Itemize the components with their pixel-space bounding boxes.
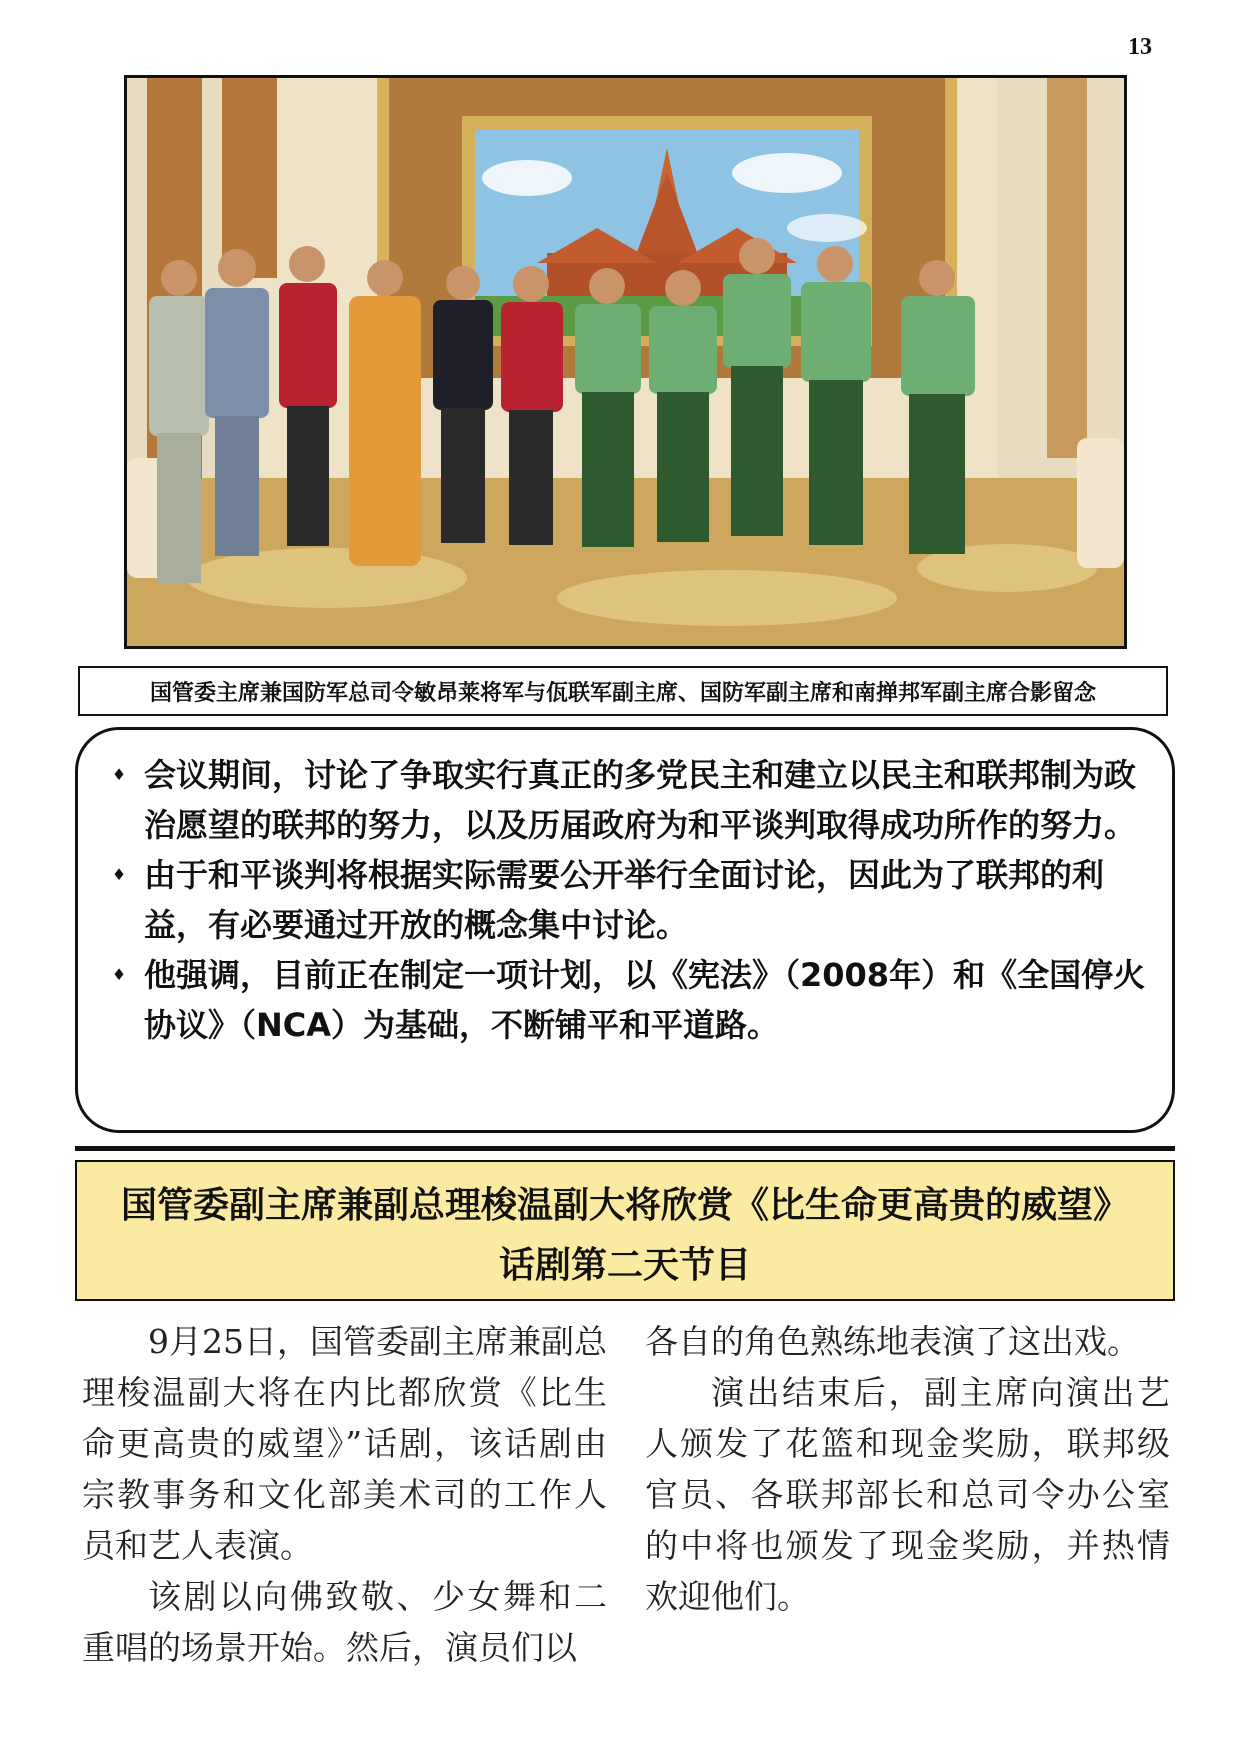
article-column-right	[645, 1316, 1170, 1622]
diamond-bullet-icon: ♦	[111, 865, 127, 884]
diamond-bullet-icon: ♦	[111, 765, 127, 784]
group-photo	[124, 75, 1127, 649]
article-paragraph: 该剧以向佛致敬、少女舞和二重唱的场景开始。然后，演员们以	[82, 1577, 607, 1667]
bullet-text: 他强调，目前正在制定一项计划，以《宪法》（2008年）和《全国停火协议》（NCA）为基础，不断铺平和平道路。	[144, 956, 1146, 1044]
photo-caption: 国管委主席兼国防军总司令敏昂莱将军与佤联军副主席、国防军副主席和南掸邦军副主席合影留念	[78, 666, 1168, 716]
article-paragraph: 各自的角色熟练地表演了这出戏。	[645, 1322, 1140, 1361]
key-points-list	[104, 750, 1148, 1050]
article-headline	[75, 1160, 1175, 1301]
list-item	[104, 850, 1148, 950]
list-item	[104, 750, 1148, 850]
diamond-bullet-icon: ♦	[111, 965, 127, 984]
page-number: 13	[1128, 34, 1152, 60]
key-points-box	[75, 727, 1175, 1133]
bullet-text: 由于和平谈判将根据实际需要公开举行全面讨论，因此为了联邦的利益，有必要通过开放的概念集中讨论。	[144, 856, 1105, 944]
article-column-left	[82, 1316, 607, 1673]
section-divider	[75, 1146, 1175, 1151]
list-item	[104, 950, 1148, 1050]
headline-line-2: 话剧第二天节目	[498, 1245, 751, 1286]
article-paragraph: 演出结束后，副主席向演出艺人颁发了花篮和现金奖励，联邦级官员、各联邦部长和总司令办公室的中将也颁发了现金奖励，并热情欢迎他们。	[645, 1373, 1170, 1616]
headline-line-1: 国管委副主席兼副总理梭温副大将欣赏《比生命更高贵的威望》	[120, 1185, 1129, 1226]
article-paragraph: 9月25日，国管委副主席兼副总理梭温副大将在内比都欣赏《比生命更高贵的威望》”话剧，该话剧由宗教事务和文化部美术司的工作人员和艺人表演。	[82, 1322, 607, 1565]
bullet-text: 会议期间，讨论了争取实行真正的多党民主和建立以民主和联邦制为政治愿望的联邦的努力，以及历届政府为和平谈判取得成功所作的努力。	[144, 756, 1137, 844]
